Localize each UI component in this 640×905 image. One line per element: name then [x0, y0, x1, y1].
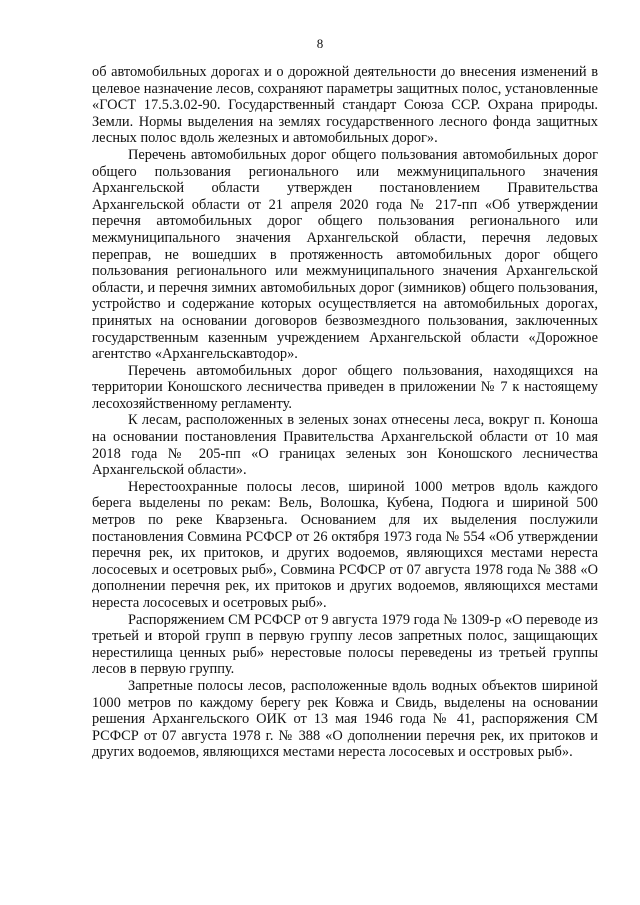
paragraph-road-list: Перечень автомобильных дорог общего пользования автомобильных дорог общего пользования регионального или межмуниципального значения Архангельской области утвержден постановлением Правительства Архангельской области от 21 апреля 2020 года № 217-пп «Об утверждении перечня автомобильных дорог общего пользования регионального или межмуниципального значения Архангельской области, перечня ледовых переправ, не вошедших в протяженность автомобильных дорог общего пользования регионального или межмуниципального значения Архангельской области, и перечня зимних автомобильных дорог (зимников) общего пользования, устройство и содержание которых осуществляется на автомобильных дорогах, принятых на основании договоров безвозмездного пользования, заключенных государственным казенным учреждением Архангельской области «Дорожное агентство «Архангельскавтодор». [92, 146, 598, 363]
paragraph-road-appendix: Перечень автомобильных дорог общего пользования, находящихся на территории Коношского лесничества приведен в приложении № 7 к настоящему лесохозяйственному регламенту. [92, 362, 598, 412]
paragraph-spawning-belts: Нерестоохранные полосы лесов, шириной 1000 метров вдоль каждого берега выделены по рекам: Вель, Волошка, Кубена, Подюга и шириной 500 метров по реке Кварзеньга. Основанием для их выделения послужили постановления Совмина РСФСР от 26 октября 1973 года № 554 «Об утверждении перечня рек, их притоков, и других водоемов, являющихся местами нереста лососевых и осетровых рыб», Совмина РСФСР от 07 августа 1978 года № 388 «О дополнении перечня рек, их притоков и других водоемов, являющихся местами нереста лососевых и осетровых рыб». [92, 478, 598, 611]
paragraph-order-1979: Распоряжением СМ РСФСР от 9 августа 1979 года № 1309-р «О переводе из третьей и второй групп в первую группу лесов запретных полос, защищающих нерестилища ценных рыб» нерестовые полосы переведены из третьей группы лесов в первую группу. [92, 611, 598, 678]
paragraph-continuation: об автомобильных дорогах и о дорожной деятельности до внесения изменений в целевое назначение лесов, сохраняют параметры защитных полос, установленные «ГОСТ 17.5.3.02-90. Государственный стандарт Союза ССР. Охрана природы. Земли. Нормы выделения на землях государственного лесного фонда защитных лесных полос вдоль железных и автомобильных дорог». [92, 64, 598, 147]
page-number: 8 [316, 36, 324, 51]
paragraph-green-zones: К лесам, расположенных в зеленых зонах отнесены леса, вокруг п. Коноша на основании постановления Правительства Архангельской области от 10 мая 2018 года № 205-пп «О границах зеленых зон Коношского лесничества Архангельской области». [92, 412, 598, 479]
paragraph-protected-belts: Запретные полосы лесов, расположенные вдоль водных объектов шириной 1000 метров по каждому берегу рек Ковжа и Свидь, выделены на основании решения Архангельского ОИК от 13 мая 1946 года № 41, распоряжения СМ РСФСР от 07 августа 1978 г. № 388 «О дополнении перечня рек, их притоков и других водоемов, являющихся местами нереста лососевых и осстровых рыб». [92, 677, 598, 761]
page-body [92, 64, 598, 761]
